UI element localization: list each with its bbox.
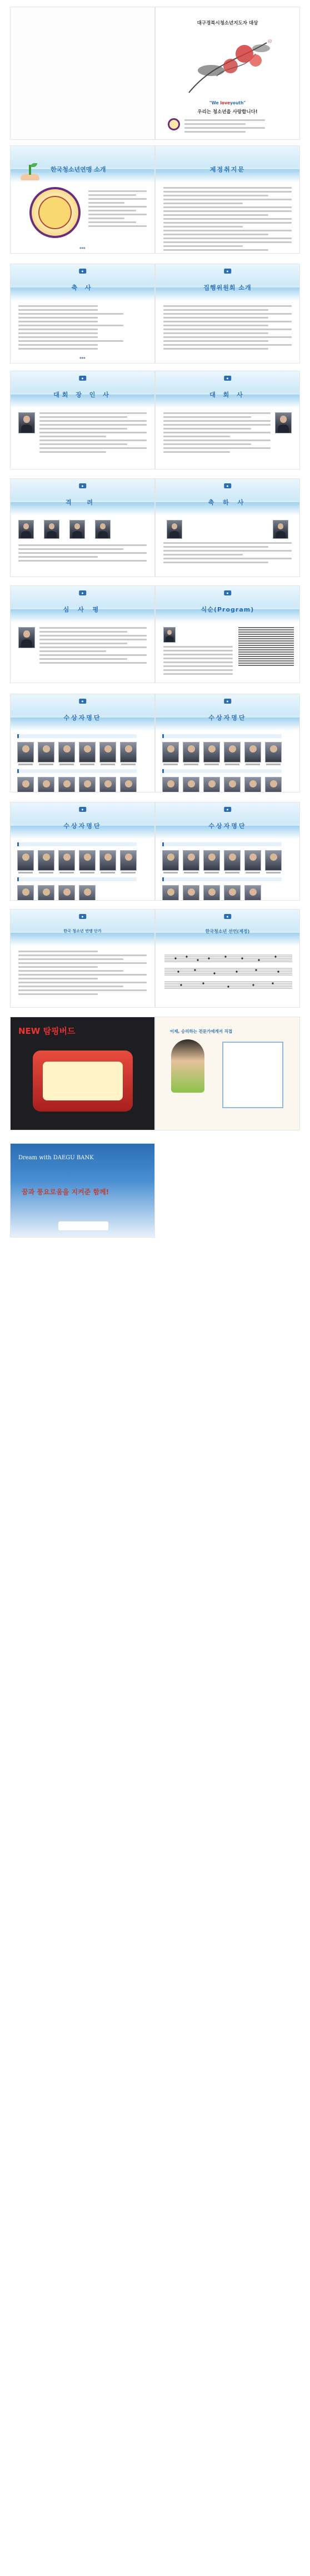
page-title: 대 회 사	[209, 391, 246, 398]
page-title: 한국 청소년 연맹 단가	[63, 929, 102, 933]
page-title: 격 려	[65, 499, 100, 506]
opening-address-page: ● 대 회 사	[155, 371, 300, 469]
program-page: ● 식순(Program)	[155, 585, 300, 683]
committee-page: ● 집행위원회 소개	[155, 264, 300, 363]
ad-right-page	[155, 1017, 300, 1130]
awardees-spread-2	[10, 802, 300, 901]
president-photo	[275, 412, 292, 433]
page-title: 수상자명단	[208, 822, 247, 830]
chairman-greeting-page: ● 대회 장 인 사	[10, 371, 155, 469]
bank-logo	[58, 1221, 108, 1230]
greeting-spread	[10, 371, 300, 469]
bank-slogan: 꿈과 풍요로움을 지켜준 함께!	[22, 1188, 109, 1196]
ad-cartoon	[171, 1039, 204, 1093]
page-title: 수상자명단	[63, 822, 102, 830]
cover-subtitle: 우리는 청소년을 사랑합니다!	[197, 109, 258, 115]
svg-text:印: 印	[268, 39, 272, 44]
bank-back-cover	[10, 1143, 155, 1238]
back-cover	[10, 7, 155, 140]
declaration-page: ● 한국청소년 선언(제정)	[155, 909, 300, 1008]
bank-title: Dream with DAEGU BANK	[18, 1155, 94, 1161]
league-intro-page: 한국청소년연맹 소개 ●●●	[10, 145, 155, 254]
anthem-spread	[10, 909, 300, 1008]
ad-right-headline: 이제, 승리하는 전문가에게서 직접	[170, 1029, 233, 1034]
encouragement-page: ● 격 려	[10, 478, 155, 577]
page-title: 한국청소년연맹 소개	[51, 166, 106, 173]
page-title: 한국청소년 선언(제정)	[205, 929, 250, 934]
ad-left-page	[10, 1017, 155, 1130]
review-page: ● 심 사 평	[10, 585, 155, 683]
product-box	[33, 1050, 133, 1112]
awardee-grid	[17, 734, 137, 792]
awardees-page-4: ● 수상자명단	[155, 802, 300, 901]
chairman-photo	[18, 412, 35, 433]
encouragement-spread	[10, 478, 300, 577]
congrats-spread	[10, 264, 300, 363]
congrats-page: ● 축 사 ●●●	[10, 264, 155, 363]
page-title: 식순(Program)	[201, 606, 254, 613]
ad-book	[222, 1042, 283, 1108]
awardees-page-1: ● 수상자명단	[10, 694, 155, 792]
league-emblem-small	[168, 118, 180, 130]
page-title: 심 사 평	[63, 606, 102, 613]
ad-brand-title: NEW 탐핑버드	[18, 1026, 76, 1036]
anthem-page: ● 한국 청소년 연맹 단가	[10, 909, 155, 1008]
awardees-page-2: ● 수상자명단	[155, 694, 300, 792]
page-title: 축 사	[71, 284, 94, 291]
review-spread	[10, 585, 300, 683]
page-title: 대회 장 인 사	[53, 391, 112, 398]
congratulatory-address-page: ● 축 하 사	[155, 478, 300, 577]
page-title: 수상자명단	[63, 714, 102, 721]
sheet-music	[164, 952, 292, 1002]
page-title: 제정취지문	[209, 166, 246, 173]
league-seal	[29, 187, 81, 238]
page-title: 수상자명단	[208, 714, 247, 721]
page-title: 축 하 사	[208, 499, 247, 506]
purpose-page	[155, 145, 300, 254]
intro-spread	[10, 145, 300, 254]
awardees-page-3: ● 수상자명단	[10, 802, 155, 901]
cover-spread	[10, 7, 300, 140]
program-notice	[238, 627, 294, 666]
cover-title: 대구경북시청소년지도자 대상	[197, 21, 258, 26]
page-title: 집행위원회 소개	[203, 284, 252, 291]
front-cover	[155, 7, 300, 140]
flower-painting	[178, 32, 278, 97]
we-love-youth: "We loveyouth"	[209, 100, 246, 105]
awardees-spread-1	[10, 694, 300, 792]
ad-spread	[10, 1017, 300, 1130]
